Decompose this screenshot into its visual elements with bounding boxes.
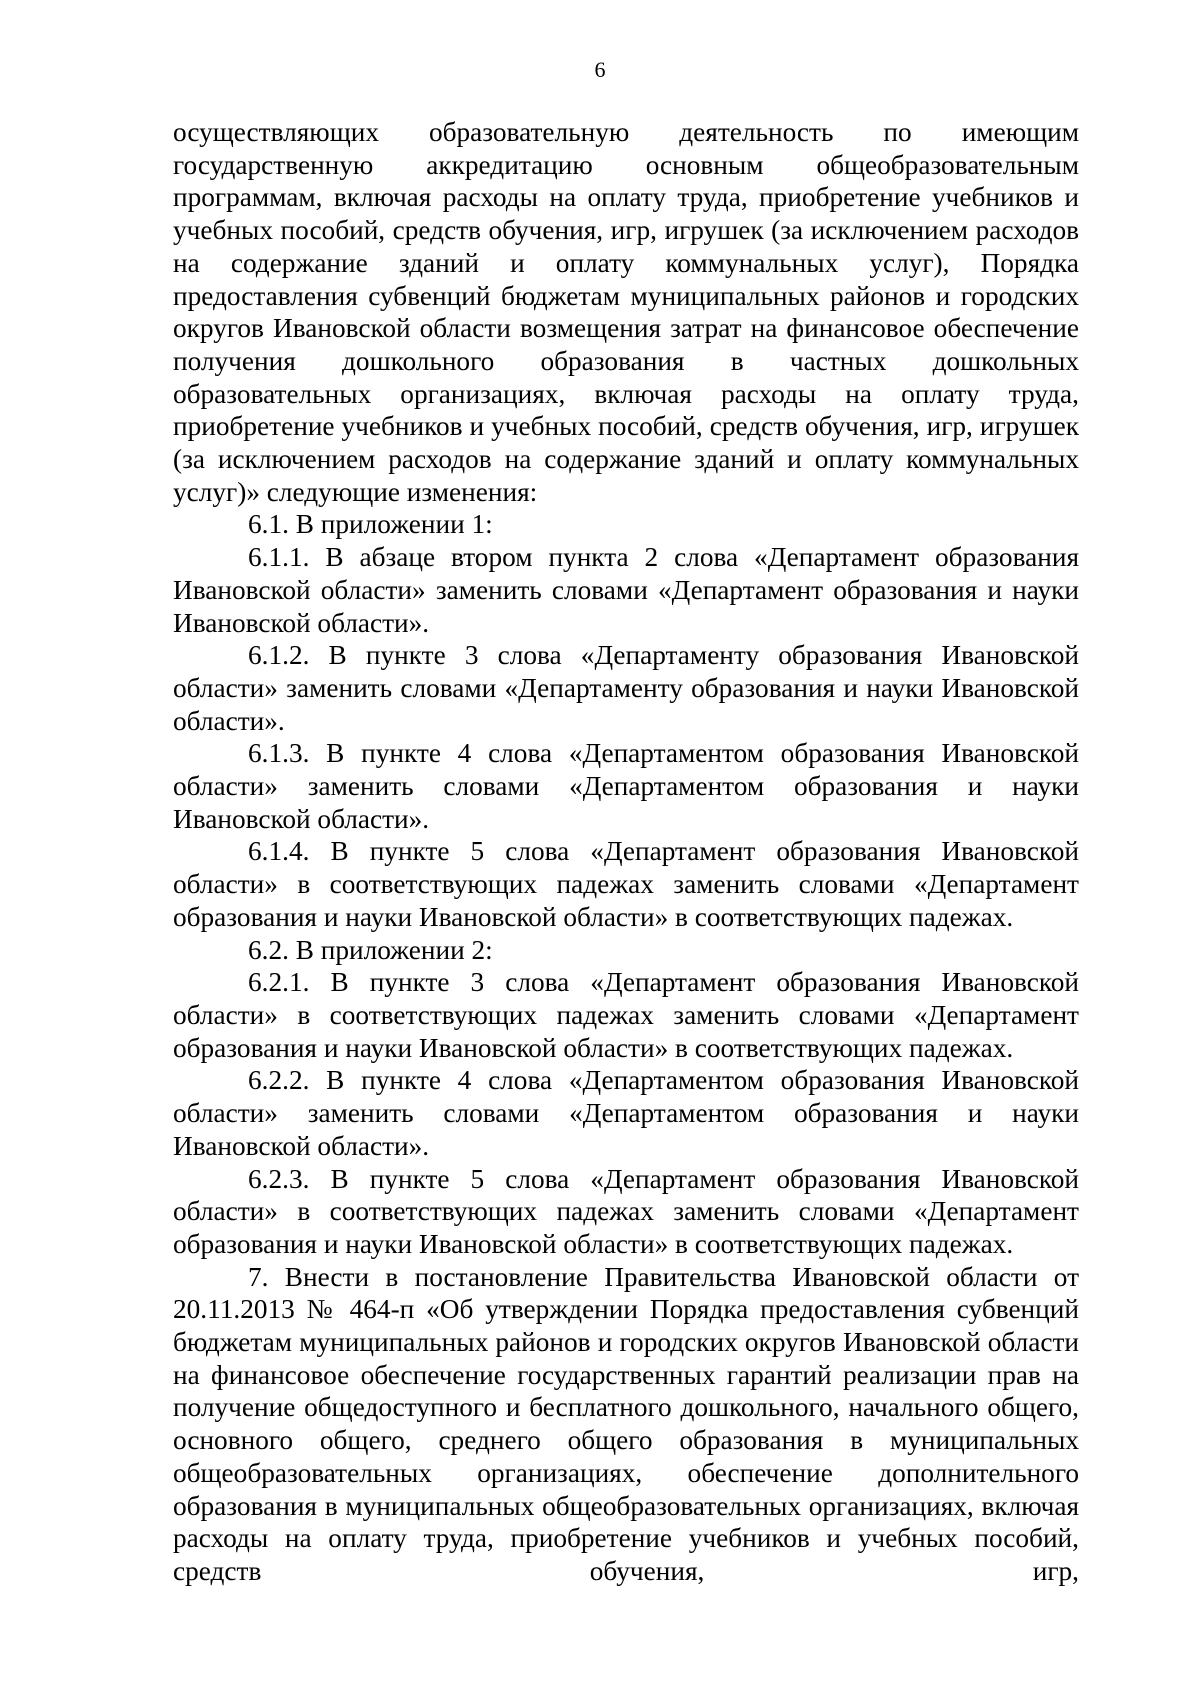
paragraph-6-2-1: 6.2.1. В пункте 3 слова «Департамент образования Ивановской области» в соответствующих падежах заменить словами «Департамент образования и науки Ивановской области» в соответствующих падежах. [173, 967, 1079, 1063]
paragraph-6-1-4: 6.1.4. В пункте 5 слова «Департамент образования Ивановской области» в соответствующих падежах заменить словами «Департамент образования и науки Ивановской области» в соответствующих падежах. [173, 836, 1079, 932]
document-body [173, 116, 1079, 1588]
paragraph-6-1-3: 6.1.3. В пункте 4 слова «Департаментом образования Ивановской области» заменить словами «Департаментом образования и науки Ивановской области». [173, 738, 1079, 834]
paragraph-7: 7. Внести в постановление Правительства Ивановской области от 20.11.2013 № 464-п «Об утверждении Порядка предоставления субвенций бюджетам муниципальных районов и городских округов Ивановской области на финансовое обеспечение государственных гарантий реализации прав на получение общедоступного и бесплатного дошкольного, начального общего, основного общего, среднего общего образования в муниципальных общеобразовательных организациях, обеспечение дополнительного образования в муниципальных общеобразовательных организациях, включая расходы на оплату труда, приобретение учебников и учебных пособий, средств обучения, игр, [173, 1261, 1079, 1586]
paragraph-6-1-1: 6.1.1. В абзаце втором пункта 2 слова «Департамент образования Ивановской области» заменить словами «Департамент образования и науки Ивановской области». [173, 542, 1079, 638]
paragraph-6-1-2: 6.1.2. В пункте 3 слова «Департаменту образования Ивановской области» заменить словами «Департаменту образования и науки Ивановской области». [173, 640, 1079, 736]
paragraph-continuation: осуществляющих образовательную деятельность по имеющим государственную аккредитацию основным общеобразовательным программам, включая расходы на оплату труда, приобретение учебников и учебных пособий, средств обучения, игр, игрушек (за исключением расходов на содержание зданий и оплату коммунальных услуг), Порядка предоставления субвенций бюджетам муниципальных районов и городских округов Ивановской области возмещения затрат на финансовое обеспечение получения дошкольного образования в частных дошкольных образовательных организациях, включая расходы на оплату труда, приобретение учебников и учебных пособий, средств обучения, игр, игрушек (за исключением расходов на содержание зданий и оплату коммунальных услуг)» следующие изменения: [173, 117, 1079, 507]
paragraph-6-2: 6.2. В приложении 2: [248, 934, 493, 965]
paragraph-6-1: 6.1. В приложении 1: [248, 509, 493, 540]
paragraph-6-2-3: 6.2.3. В пункте 5 слова «Департамент образования Ивановской области» в соответствующих падежах заменить словами «Департамент образования и науки Ивановской области» в соответствующих падежах. [173, 1163, 1079, 1259]
page-number: 6 [594, 57, 606, 82]
paragraph-6-2-2: 6.2.2. В пункте 4 слова «Департаментом образования Ивановской области» заменить словами «Департаментом образования и науки Ивановской области». [173, 1065, 1079, 1161]
